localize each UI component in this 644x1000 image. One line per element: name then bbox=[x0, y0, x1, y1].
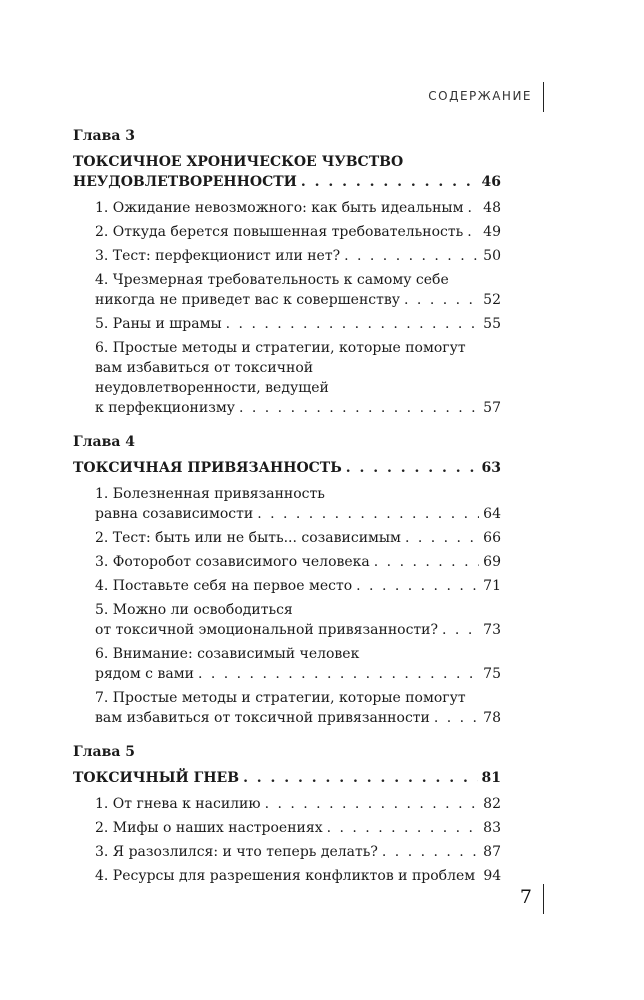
chapter-label: Глава 5 bbox=[73, 744, 136, 760]
toc-page-number: 73 bbox=[483, 622, 501, 638]
dot-leader bbox=[243, 768, 477, 788]
toc-page-number: 52 bbox=[483, 292, 501, 308]
toc-entry bbox=[95, 842, 501, 862]
toc-page-number: 82 bbox=[483, 796, 501, 812]
toc-line-text: 6. Простые методы и стратегии, которые помогут bbox=[95, 340, 466, 356]
toc-entry bbox=[95, 866, 501, 886]
page-number: 7 bbox=[519, 886, 532, 908]
dot-leader bbox=[404, 290, 479, 310]
dot-leader bbox=[442, 620, 479, 640]
dot-leader bbox=[226, 314, 479, 334]
toc-entry bbox=[95, 576, 501, 596]
dot-leader bbox=[467, 222, 479, 242]
toc-line-text: 1. Болезненная привязанность bbox=[95, 486, 325, 502]
dot-leader bbox=[239, 398, 479, 418]
toc-line bbox=[95, 198, 501, 218]
toc-line bbox=[95, 528, 501, 548]
toc-page-number: 55 bbox=[483, 316, 501, 332]
toc-line-text: 2. Тест: быть или не быть... созависимым bbox=[95, 530, 401, 546]
toc-page-number: 64 bbox=[483, 506, 501, 522]
toc-page-number: 83 bbox=[483, 820, 501, 836]
toc-page-number: 50 bbox=[483, 248, 501, 264]
toc-entry bbox=[95, 794, 501, 814]
toc-page-number: 78 bbox=[483, 710, 501, 726]
toc-page-number: 71 bbox=[483, 578, 501, 594]
toc-page-number: 63 bbox=[481, 460, 501, 476]
dot-leader bbox=[434, 708, 479, 728]
toc-line bbox=[95, 620, 501, 640]
toc-line-text: 4. Поставьте себя на первое место bbox=[95, 578, 353, 594]
toc-line-text: никогда не приведет вас к совершенству bbox=[95, 292, 401, 308]
footer-rule bbox=[543, 884, 544, 914]
toc-page-number: 66 bbox=[483, 530, 501, 546]
chapter-label: Глава 3 bbox=[73, 128, 136, 144]
toc-entry bbox=[95, 528, 501, 548]
dot-leader bbox=[382, 842, 479, 862]
toc-line bbox=[95, 708, 501, 728]
toc-line-text: 5. Раны и шрамы bbox=[95, 316, 222, 332]
toc-line bbox=[95, 246, 501, 266]
dot-leader bbox=[198, 664, 479, 684]
toc-page-number: 49 bbox=[483, 224, 501, 240]
dot-leader bbox=[327, 818, 479, 838]
chapter-title bbox=[73, 152, 501, 192]
toc-entry bbox=[95, 314, 501, 334]
toc-entry bbox=[95, 198, 501, 218]
dot-leader bbox=[374, 552, 479, 572]
toc-line-text: равна созависимости bbox=[95, 506, 254, 522]
toc-line-text: 1. Ожидание невозможного: как быть идеальным bbox=[95, 200, 464, 216]
toc-entry bbox=[95, 552, 501, 572]
toc-line-text: от токсичной эмоциональной привязанности? bbox=[95, 622, 439, 638]
dot-leader bbox=[467, 198, 479, 218]
chapter-section bbox=[73, 742, 501, 886]
toc-page-number: 46 bbox=[481, 174, 501, 190]
chapter-section bbox=[73, 432, 501, 728]
toc-line-text: к перфекционизму bbox=[95, 400, 235, 416]
toc-line-text: вам избавиться от токсичной bbox=[95, 360, 314, 376]
toc-entry bbox=[95, 222, 501, 242]
toc-line-text: ТОКСИЧНЫЙ ГНЕВ bbox=[73, 770, 240, 786]
toc-line-text: 4. Чрезмерная требовательность к самому себе bbox=[95, 272, 449, 288]
running-header-title: СОДЕРЖАНИЕ bbox=[428, 89, 532, 103]
toc-line bbox=[95, 552, 501, 572]
toc-line-text: 6. Внимание: созависимый человек bbox=[95, 646, 360, 662]
toc-line-text: 2. Откуда берется повышенная требовательность bbox=[95, 224, 464, 240]
toc-line-text: 4. Ресурсы для разрешения конфликтов и проблем bbox=[95, 868, 476, 884]
toc-line bbox=[95, 504, 501, 524]
toc-line bbox=[95, 794, 501, 814]
toc-page-number: 94 bbox=[483, 868, 502, 884]
toc-line bbox=[95, 314, 501, 334]
toc-line-text: НЕУДОВЛЕТВОРЕННОСТИ bbox=[73, 174, 297, 190]
toc-line-text: вам избавиться от токсичной привязанности bbox=[95, 710, 430, 726]
toc-line bbox=[73, 458, 501, 478]
toc-page-number: 75 bbox=[483, 666, 501, 682]
table-of-contents bbox=[73, 126, 501, 890]
toc-line bbox=[95, 398, 501, 418]
toc-line-text: 3. Фоторобот созависимого человека bbox=[95, 554, 370, 570]
toc-page-number: 87 bbox=[483, 844, 501, 860]
toc-line-text: 7. Простые методы и стратегии, которые помогут bbox=[95, 690, 466, 706]
toc-line-text: ТОКСИЧНОЕ ХРОНИЧЕСКОЕ ЧУВСТВО bbox=[73, 154, 404, 170]
dot-leader bbox=[346, 458, 478, 478]
toc-line bbox=[95, 576, 501, 596]
toc-line-text: ТОКСИЧНАЯ ПРИВЯЗАННОСТЬ bbox=[73, 460, 342, 476]
toc-line bbox=[95, 866, 501, 886]
chapter-title bbox=[73, 458, 501, 478]
toc-page-number: 69 bbox=[483, 554, 501, 570]
toc-entry bbox=[95, 644, 501, 684]
toc-line bbox=[73, 768, 501, 788]
toc-line-text: 3. Я разозлился: и что теперь делать? bbox=[95, 844, 378, 860]
toc-line-text: 1. От гнева к насилию bbox=[95, 796, 261, 812]
toc-line bbox=[95, 664, 501, 684]
toc-line bbox=[95, 818, 501, 838]
toc-line-text: 5. Можно ли освободиться bbox=[95, 602, 293, 618]
toc-entry bbox=[95, 818, 501, 838]
toc-line bbox=[95, 290, 501, 310]
chapter-label: Глава 4 bbox=[73, 434, 136, 450]
toc-entry bbox=[95, 246, 501, 266]
toc-page-number: 57 bbox=[483, 400, 501, 416]
dot-leader bbox=[301, 172, 478, 192]
toc-entry bbox=[95, 484, 501, 524]
toc-line bbox=[73, 172, 501, 192]
dot-leader bbox=[356, 576, 479, 596]
toc-page-number: 81 bbox=[481, 770, 501, 786]
toc-page-number: 48 bbox=[483, 200, 501, 216]
toc-entry bbox=[95, 270, 501, 310]
toc-line-text: неудовлетворенности, ведущей bbox=[95, 380, 329, 396]
toc-entry bbox=[95, 600, 501, 640]
toc-line-text: 3. Тест: перфекционист или нет? bbox=[95, 248, 341, 264]
dot-leader bbox=[257, 504, 479, 524]
dot-leader bbox=[265, 794, 479, 814]
dot-leader bbox=[405, 528, 479, 548]
toc-entry bbox=[95, 338, 501, 418]
toc-line bbox=[95, 842, 501, 862]
header-rule bbox=[543, 82, 544, 112]
toc-entry bbox=[95, 688, 501, 728]
chapter-title bbox=[73, 768, 501, 788]
dot-leader bbox=[344, 246, 479, 266]
toc-line-text: рядом с вами bbox=[95, 666, 194, 682]
toc-line bbox=[95, 222, 501, 242]
chapter-section bbox=[73, 126, 501, 418]
toc-line-text: 2. Мифы о наших настроениях bbox=[95, 820, 323, 836]
